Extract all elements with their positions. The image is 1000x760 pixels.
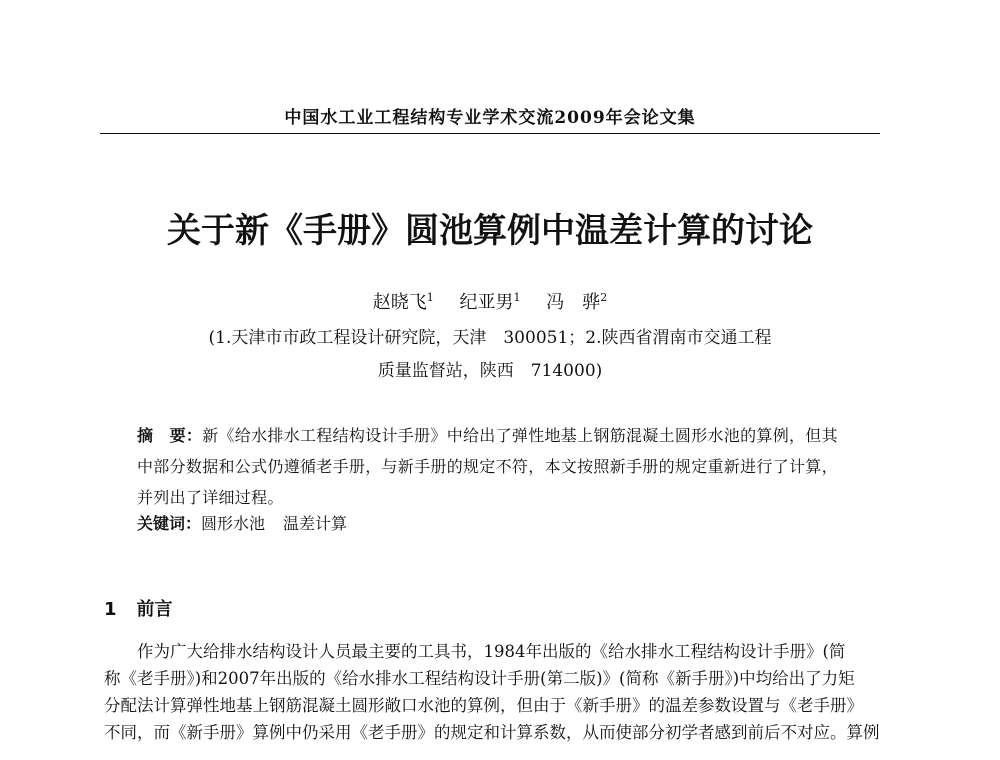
body-line: 作为广大给排水结构设计人员最主要的工具书，1984年出版的《给水排水工程结构设计手册》(简 [104,642,846,661]
abstract [137,420,847,513]
section-heading [104,595,173,621]
section-number: 1 [104,599,117,620]
body-line: 不同，而《新手册》算例中仍采用《老手册》的规定和计算系数，从而使部分初学者感到前后不对应。算例 [104,723,880,742]
section-body [104,638,884,746]
keyword: 圆形水池 [201,514,266,533]
keyword: 温差计算 [283,514,348,533]
abstract-text: 新《给水排水工程结构设计手册》中给出了弹性地基上钢筋混凝土圆形水池的算例，但其中部分数据和公式仍遵循老手册，与新手册的规定不符，本文按照新手册的规定重新进行了计算，并列出了详细过程。 [137,426,838,507]
author-affil-mark: 1 [513,291,521,304]
section-title: 前言 [136,599,173,620]
keywords-label: 关键词： [137,514,202,533]
body-line: 分配法计算弹性地基上钢筋混凝土圆形敞口水池的算例，但由于《新手册》的温差参数设置与《老手册》 [104,696,863,715]
keywords [137,511,847,534]
running-header: 中国水工业工程结构专业学术交流2009年会论文集 [284,108,696,128]
author [546,292,607,313]
author-name: 冯 骅 [546,292,601,313]
author [373,292,434,313]
author-list [100,288,880,314]
author-name: 赵晓飞 [372,292,427,313]
abstract-label: 摘 要： [137,426,203,445]
header-rule [100,133,880,134]
body-line: 称《老手册》)和2007年出版的《给水排水工程结构设计手册(第二版)》(简称《新手册》)中均给出了力矩 [104,669,855,688]
author-affil-mark: 1 [426,291,434,304]
author-affil-mark: 2 [600,291,608,304]
affiliation-line-2: 质量监督站，陕西 714000) [377,361,603,381]
author [460,292,521,313]
author-name: 纪亚男 [459,292,514,313]
paper-title: 关于新《手册》圆池算例中温差计算的讨论 [167,211,813,251]
affiliation-line-1: (1.天津市市政工程设计研究院，天津 300051；2.陕西省渭南市交通工程 [208,328,772,348]
